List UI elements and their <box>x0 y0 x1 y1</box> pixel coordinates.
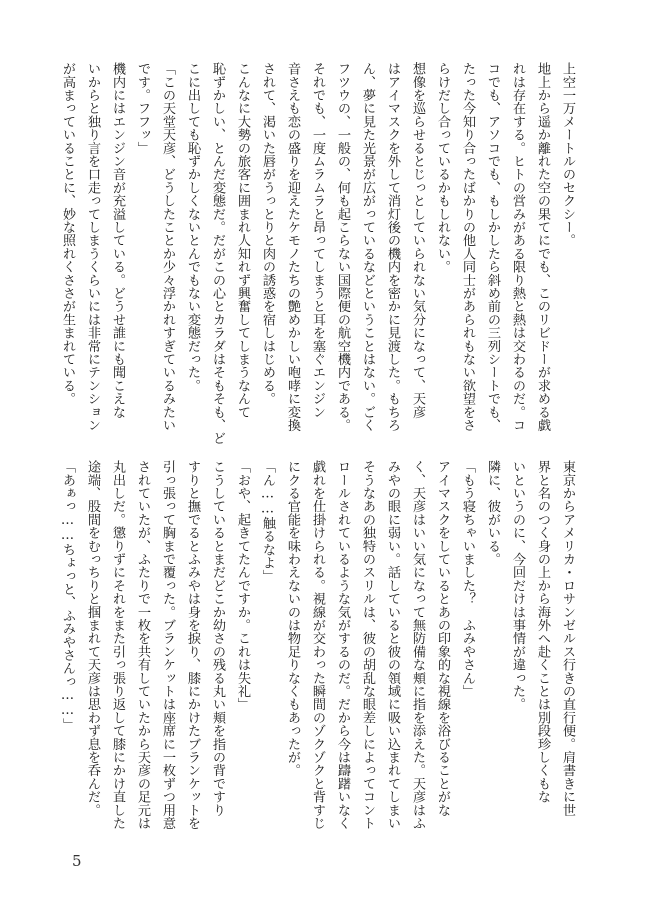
top-block-line: コでも、アソコでも、もしかしたら斜め前の三列シートでも、 <box>485 62 500 432</box>
bottom-block-line: いというのに、今回だけは事情が違った。 <box>510 460 525 711</box>
top-block-line: 「この天堂天彦、どうしたことか少々浮かれすぎているみたい <box>160 62 175 432</box>
top-block-line: らけだし合っているかもしれない。 <box>435 62 450 274</box>
top-block-line: されて、渇いた唇がうっとりと肉の誘惑を宿しはじめる。 <box>260 62 275 406</box>
top-block-line: 上空一万メートルのセクシー。 <box>560 62 575 247</box>
bottom-block-line: 「おや、起きてたんですか。これは失礼」 <box>235 460 250 711</box>
bottom-block-line: されていたが、ふたりで一枚を共有していたから天彦の足元は <box>135 460 150 830</box>
top-block-line: はアイマスクを外して消灯後の機内を密かに見渡した。もちろ <box>385 62 400 432</box>
top-block-line: 想像を巡らせるとじっとしていられない気分になって、天彦 <box>410 62 425 419</box>
top-block-line: それでも、一度ムラムラと昂ってしまうと耳を塞ぐエンジン <box>310 62 325 419</box>
bottom-block-line: 隣に、彼がいる。 <box>485 460 500 566</box>
top-block-line: が高まっていることに、妙な照れくささが生まれている。 <box>60 62 75 406</box>
bottom-block-line: 「もう寝ちゃいました？ ふみやさん」 <box>460 460 475 698</box>
bottom-block-line: ロールされているような気がするのだ。だから今は躊躇いなく <box>335 460 350 830</box>
text-block-top <box>60 62 580 448</box>
bottom-block-line: 界と名のつく身の上から海外へ赴くことは別段珍しくもな <box>535 460 550 804</box>
top-block-line: フツウの、一般の、何も起こらない国際便の航空機内である。 <box>335 62 350 432</box>
top-block-line: です。フフッ」 <box>135 62 150 155</box>
bottom-block-line: 丸出しだ。懲りずにそれをまた引っ張り返して膝にかけ直した <box>110 460 125 830</box>
bottom-block-line: 途端、股間をむっちりと掴まれて天彦は思わず息を呑んだ。 <box>85 460 100 817</box>
bottom-block-line: アイマスクをしているとあの印象的な視線を浴びることがな <box>435 460 450 817</box>
bottom-block-line: 東京からアメリカ・ロサンゼルス行きの直行便。肩書きに世 <box>560 460 575 817</box>
bottom-block-line: みやの眼に弱い。話していると彼の領域に吸い込まれてしまい <box>385 460 400 830</box>
top-block-line: 恥ずかしい、とんだ変態だ。だがこの心とカラダはそもそも、ど <box>210 62 225 445</box>
bottom-block-line: こうしているとまだどこか幼さの残る丸い頬を指の背ですり <box>210 460 225 817</box>
top-block-line: いからと独り言を口走ってしまうくらいには非常にテンション <box>85 62 100 432</box>
top-block-line: れは存在する。ヒトの営みがある限り熱と熱は交わるのだ。コ <box>510 62 525 432</box>
bottom-block-line: すりと撫でるとふみやは身を捩り、膝にかけたブランケットを <box>185 460 200 830</box>
bottom-block-line: そうなあの独特のスリルは、彼の胡乱な眼差しによってコント <box>360 460 375 830</box>
top-block-line: こんなに大勢の旅客に囲まれ人知れず興奮してしまうなんて <box>235 62 250 419</box>
top-block-line: こに出しても恥ずかしくないとんでもない変態だった。 <box>185 62 200 392</box>
bottom-block-line: にクる官能を味わえないのは物足りなくもあったが。 <box>285 460 300 777</box>
bottom-block-line: 戯れを仕掛けられる。視線が交わった瞬間のゾクゾクと背すじ <box>310 460 325 830</box>
text-block-bottom <box>60 460 580 836</box>
top-block-line: 音さえも恋の盛りを迎えたケモノたちの艶めかしい咆哮に変換 <box>285 62 300 432</box>
top-block-line: 機内にはエンジン音が充溢している。どうせ誰にも聞こえな <box>110 62 125 419</box>
bottom-block-line: く、天彦はいい気になって無防備な頬に指を添えた。天彦はふ <box>410 460 425 830</box>
top-block-line: 地上から遥か離れた空の果てにでも、このリビドーが求める戯 <box>535 62 550 432</box>
top-block-line: たった今知り合ったばかりの他人同士があられもない欲望をさ <box>460 62 475 432</box>
top-block-line: ん、夢に見た光景が広がっているなどということはない。ごく <box>360 62 375 432</box>
bottom-block-line: 引っ張って胸まで覆った。ブランケットは座席に一枚ずつ用意 <box>160 460 175 830</box>
bottom-block-line: 「ん……触るなよ」 <box>260 460 275 583</box>
page-number: 5 <box>72 852 82 870</box>
bottom-block-line: 「あぁっ……ちょっと、ふみやさんっ……」 <box>60 460 75 732</box>
